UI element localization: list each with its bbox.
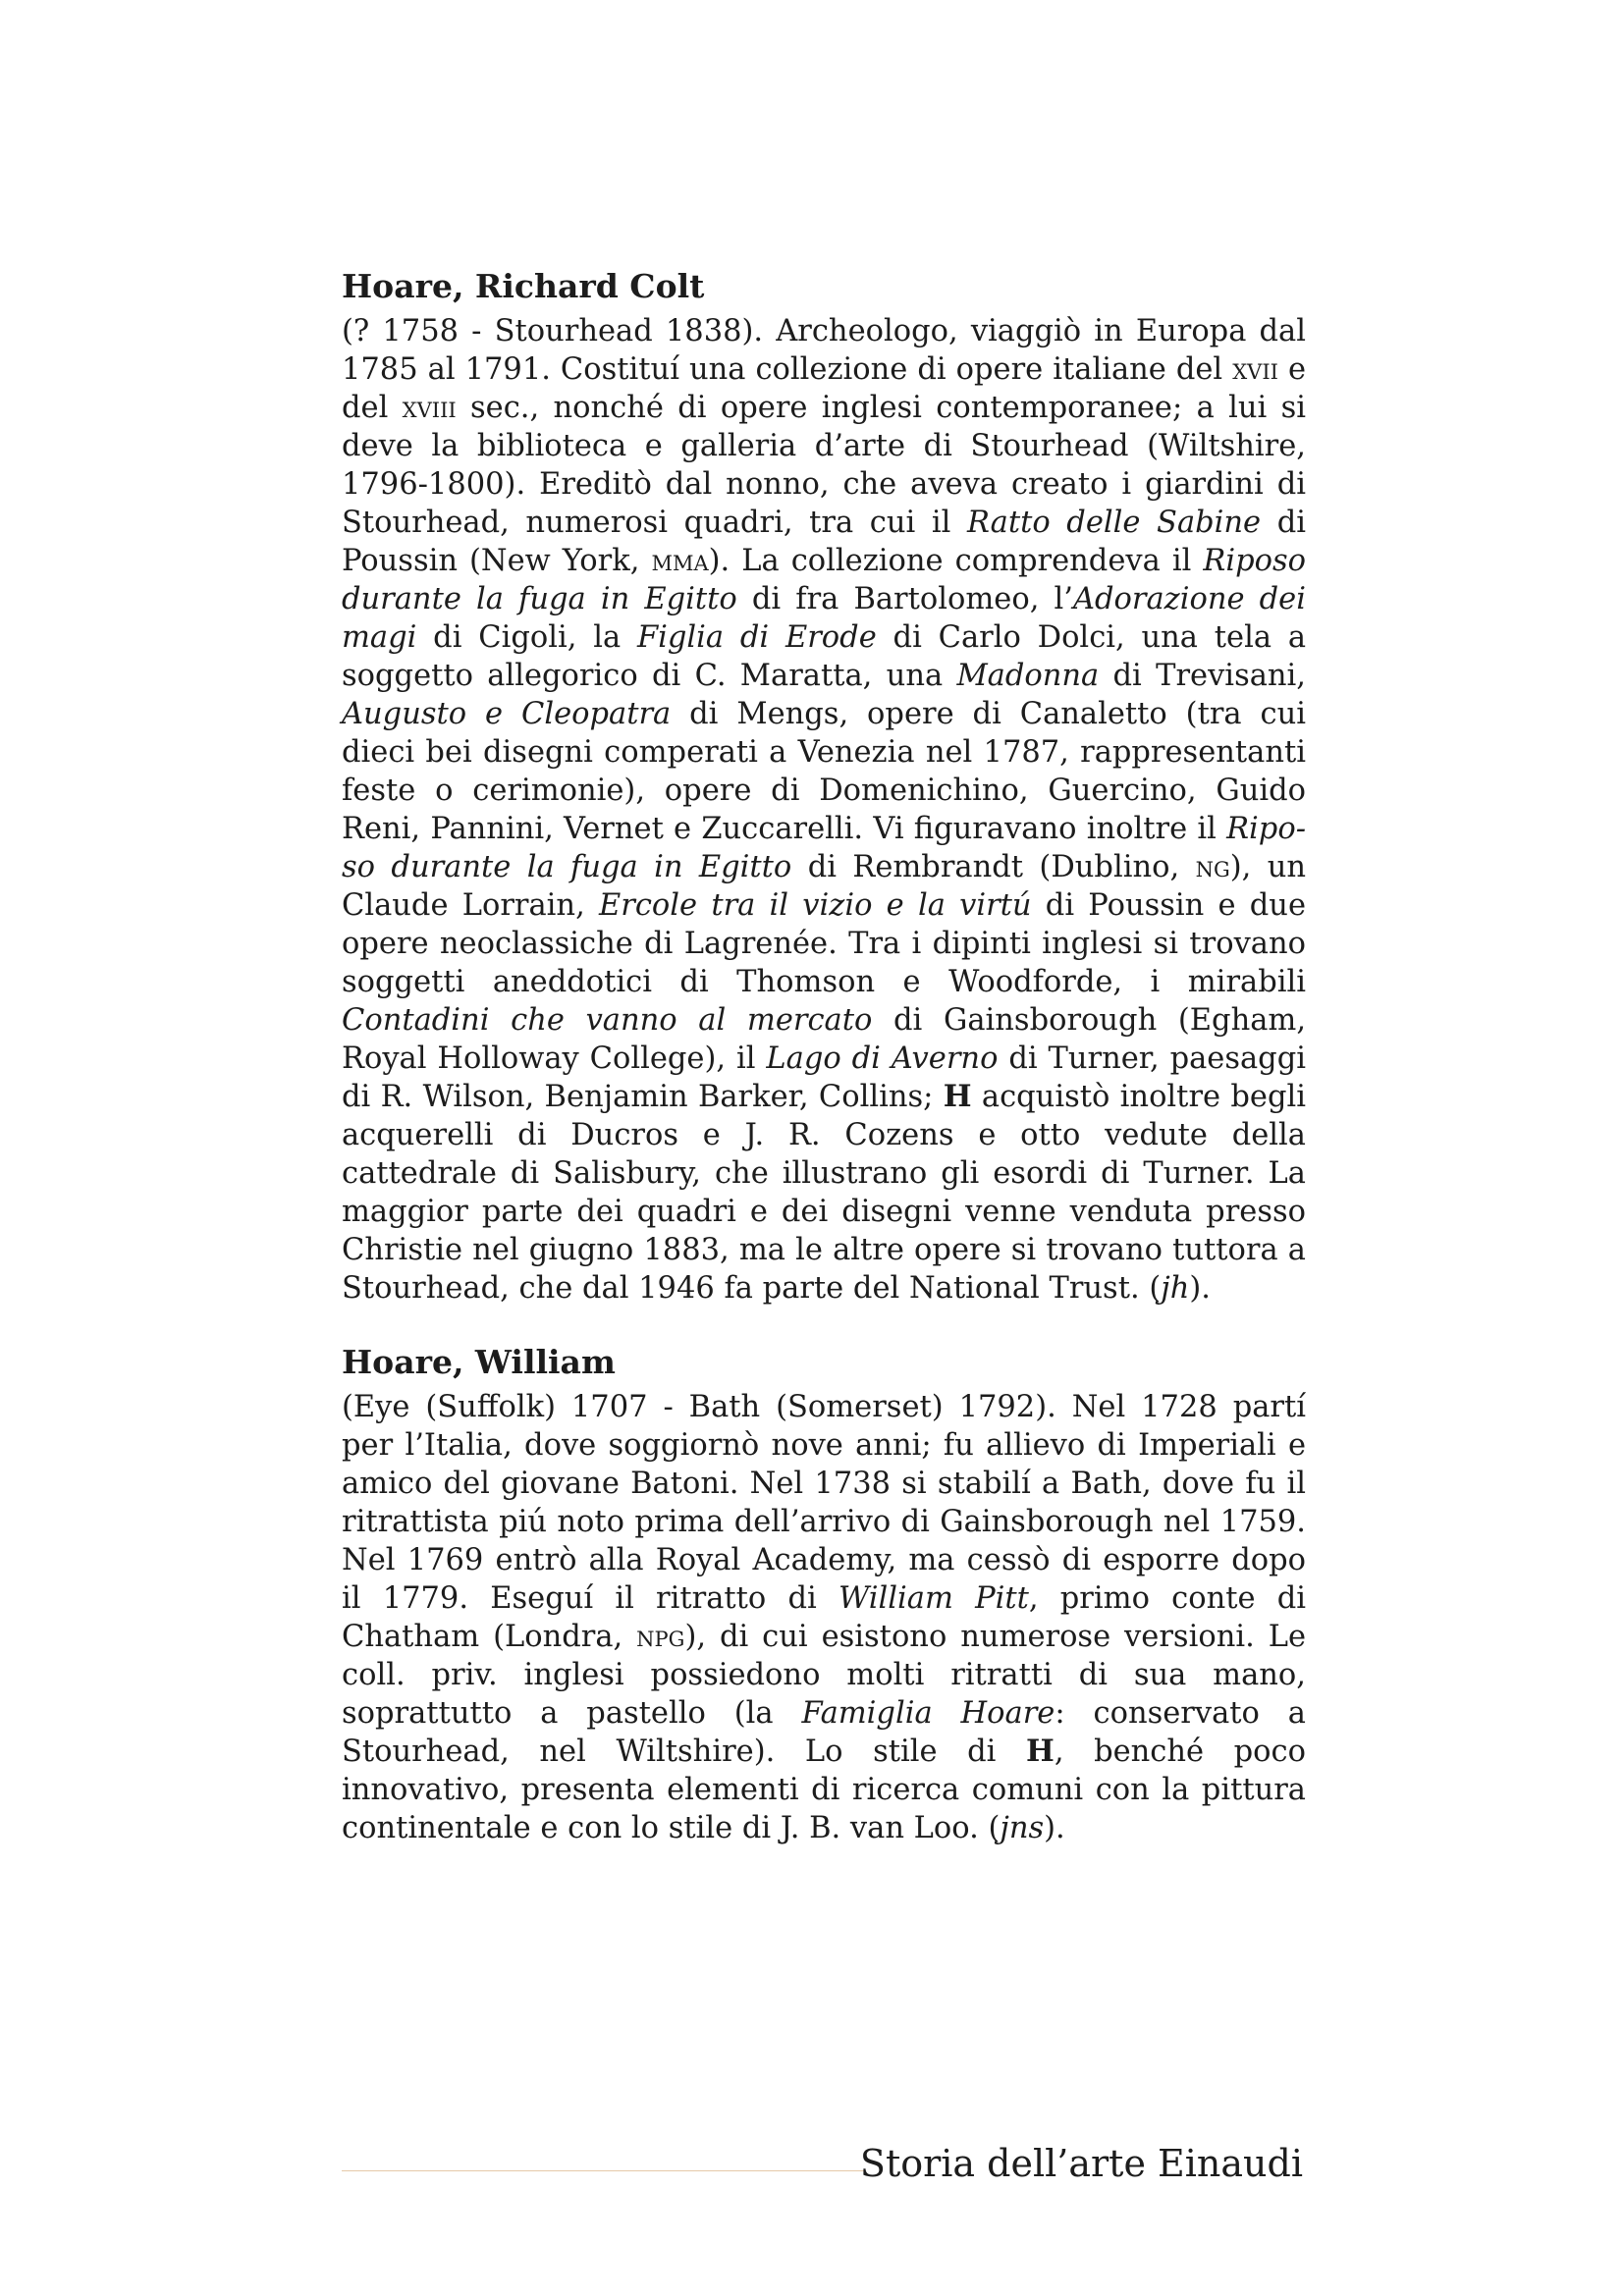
body-text: ). La collezione comprendeva il	[708, 544, 1204, 578]
italic-text: Riposo durante la fuga in Egitto	[342, 544, 1306, 616]
entries-column	[342, 267, 1306, 1883]
body-text: ), di cui esistono numerose versioni. Le coll. priv. inglesi possiedono molti ritratti di sua mano, soprattutto a pastello (la	[342, 1620, 1307, 1731]
small-caps-text: ng	[1195, 850, 1230, 884]
small-caps-text: xviii	[402, 391, 457, 425]
italic-text: jh	[1161, 1271, 1190, 1306]
small-caps-text: npg	[636, 1620, 685, 1654]
small-caps-text: xvii	[1232, 352, 1278, 387]
body-text: (? 1758 - Stourhead 1838). Archeologo, viaggiò in Europa dal 1785 al 1791. Costituí una collezione di opere italiane del	[342, 314, 1306, 387]
italic-text: Famiglia Hoare	[801, 1696, 1055, 1731]
body-text: ).	[1189, 1271, 1211, 1306]
italic-text: Adorazione dei magi	[342, 582, 1306, 655]
entry-hoare-richard-colt	[342, 267, 1306, 1308]
body-text: , primo conte di Chatham (Londra,	[342, 1581, 1307, 1654]
body-text: : conservato a Stourhead, nel Wiltshire). Lo stile di	[342, 1696, 1306, 1769]
italic-text: Augusto e Cleopatra	[342, 697, 672, 731]
entry-title: Hoare, Richard Colt	[342, 267, 705, 305]
entry-body	[342, 312, 1306, 1308]
body-text: di Trevisani,	[1099, 659, 1306, 693]
body-text: e del	[342, 352, 1306, 425]
small-caps-text: mma	[651, 544, 709, 578]
footer-rule	[342, 2170, 864, 2171]
body-text: di Rembrandt (Dublino,	[791, 850, 1196, 884]
italic-text: jns	[1000, 1811, 1045, 1845]
italic-text: Ratto delle Sabine	[966, 506, 1262, 540]
body-text: , benché poco innovativo, presenta elementi di ricerca comuni con la pittura continentale e con lo stile di J. B. van Loo. (	[342, 1735, 1306, 1845]
body-text: di fra Bartolomeo, l’	[736, 582, 1073, 616]
italic-text: William Pitt	[838, 1581, 1029, 1616]
italic-text: Ercole tra il vizio e la virtú	[599, 888, 1032, 923]
entry-title: Hoare, William	[342, 1343, 616, 1381]
footer-publisher: Storia dell’arte Einaudi	[859, 2142, 1303, 2185]
body-text: di Cigoli, la	[416, 620, 637, 655]
italic-text: Riposo durante la fuga in Egitto	[342, 812, 1306, 884]
bold-text: H	[1025, 1734, 1055, 1769]
body-text: acquistò inoltre begli acquerelli di Ducros e J. R. Cozens e otto vedute della cattedrale di Salisbury, che illustrano gli esordi di Turner. La maggior parte dei quadri e dei disegni venne venduta presso Christie nel giugno 1883, ma le altre opere si trovano tuttora a Stourhead, che dal 1946 fa parte del National Trust. (	[342, 1080, 1306, 1306]
body-text: di Carlo Dolci, una tela a soggetto allegorico di C. Maratta, una	[342, 620, 1306, 693]
body-text: di Poussin (New York,	[342, 506, 1306, 578]
body-text: di Mengs, opere di Canaletto (tra cui dieci bei disegni comperati a Venezia nel 1787, rappresentanti feste o cerimonie), opere di Domenichino, Guercino, Guido Reni, Pannini, Vernet e Zuccarelli. Vi figuravano inoltre il	[342, 697, 1307, 846]
entry-hoare-william	[342, 1343, 1306, 1847]
italic-text: Madonna	[956, 659, 1100, 693]
body-text: sec., nonché di opere inglesi contemporanee; a lui si deve la biblioteca e galleria d’arte di Stourhead (Wiltshire, 1796-1800). Ereditò dal nonno, che aveva creato i giardini di Stourhead, numerosi quadri, tra cui il	[342, 391, 1306, 540]
body-text: ), un Claude Lorrain,	[342, 850, 1306, 923]
italic-text: Lago di Averno	[766, 1041, 999, 1076]
body-text: di Gainsborough (Egham, Royal Holloway College), il	[342, 1003, 1307, 1076]
body-text: ).	[1044, 1811, 1065, 1845]
italic-text: Figlia di Erode	[636, 620, 877, 655]
bold-text: H	[943, 1079, 972, 1114]
italic-text: Contadini che vanno al mercato	[342, 1003, 873, 1038]
body-text: di Poussin e due opere neoclassiche di Lagrenée. Tra i dipinti inglesi si trovano soggetti aneddotici di Thomson e Woodforde, i mirabili	[342, 888, 1307, 999]
body-text: (Eye (Suffolk) 1707 - Bath (Somerset) 1792). Nel 1728 partí per l’Italia, dove soggiornò nove anni; fu allievo di Imperiali e amico del giovane Batoni. Nel 1738 si stabilí a Bath, dove fu il ritrattista piú noto prima dell’arrivo di Gainsborough nel 1759. Nel 1769 entrò alla Royal Academy, ma cessò di esporre dopo il 1779. Eseguí il ritratto di	[342, 1390, 1306, 1616]
body-text: di Turner, paesaggi di R. Wilson, Benjamin Barker, Collins;	[342, 1041, 1306, 1114]
entry-body	[342, 1388, 1306, 1847]
